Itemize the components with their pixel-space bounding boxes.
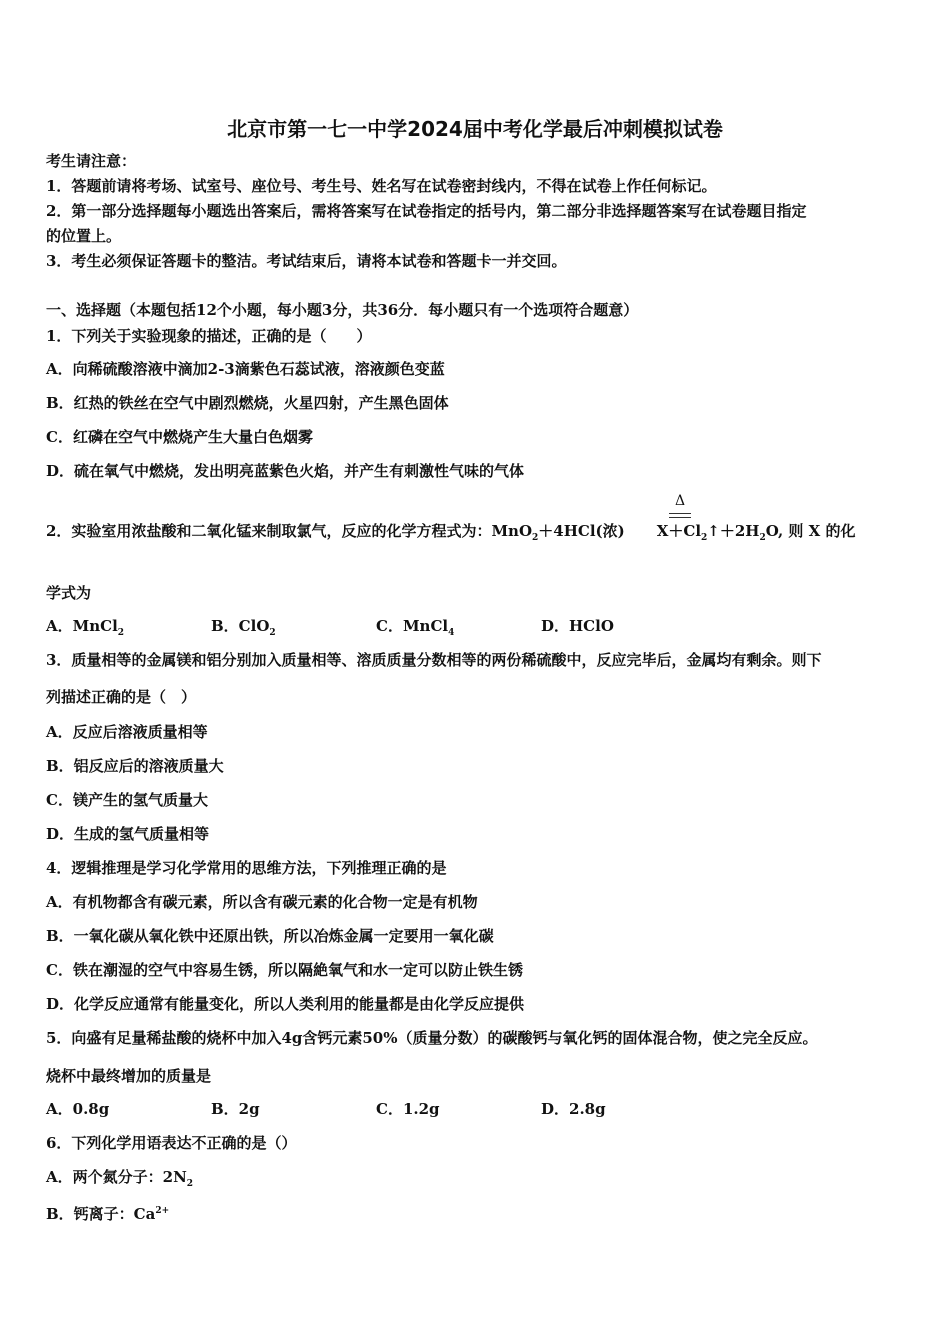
q3-option-a: A．反应后溶液质量相等 <box>46 723 208 741</box>
q1-option-a: A．向稀硫酸溶液中滴加2-3滴紫色石蕊试液，溶液颜色变蓝 <box>46 360 445 378</box>
q2-subscript: 2 <box>701 533 708 543</box>
q2-stem-part-5: O, 则 X 的化 <box>765 522 856 540</box>
q3-stem-line-1: 3．质量相等的金属镁和铝分别加入质量相等、溶质质量分数相等的两份稀硫酸中，反应完毕后，金属均有剩余。则下 <box>46 651 822 669</box>
q1-option-d: D．硫在氧气中燃烧，发出明亮蓝紫色火焰，并产生有刺激性气味的气体 <box>46 462 525 480</box>
q6-option-a: A．两个氮分子：$2N_2$ <box>46 1168 194 1189</box>
section-heading: 一、选择题（本题包括12个小题，每小题3分，共36分．每小题只有一个选项符合题意） <box>46 301 639 319</box>
page-title: 北京市第一七一中学2024届中考化学最后冲刺模拟试卷 <box>227 117 723 141</box>
q2-subscript: 2 <box>532 533 539 543</box>
q4-option-d: D．化学反应通常有能量变化，所以人类利用的能量都是由化学反应提供 <box>46 995 525 1013</box>
notice-item-2-line-1: 2．第一部分选择题每小题选出答案后，需将答案写在试卷指定的括号内，第二部分非选择题答案写在试卷题目指定 <box>46 202 807 220</box>
q5-option-b: B．2g <box>211 1100 260 1118</box>
q2-stem-part-3: X＋Cl <box>656 522 702 540</box>
q5-option-a: A．0.8g <box>46 1100 110 1118</box>
notice-item-2-line-2: 的位置上。 <box>46 227 122 245</box>
equals-bar-bottom <box>669 517 691 518</box>
q4-stem: 4．逻辑推理是学习化学常用的思维方法，下列推理正确的是 <box>46 859 447 877</box>
reaction-condition: Δ <box>674 493 686 509</box>
q5-option-d: D．2.8g <box>541 1100 606 1118</box>
q2-option-a: A．MnCl$_2$ <box>46 617 125 638</box>
q6-option-b: B．钙离子：$Ca^{2+}$ <box>46 1205 170 1223</box>
q5-option-c: C．1.2g <box>376 1100 440 1118</box>
q1-option-b: B．红热的铁丝在空气中剧烈燃烧，火星四射，产生黑色固体 <box>46 394 449 412</box>
q2-stem-part-1: 2．实验室用浓盐酸和二氧化锰来制取氯气，反应的化学方程式为：MnO <box>46 522 533 540</box>
notice-item-1: 1．答题前请将考场、试室号、座位号、考生号、姓名写在试卷密封线内，不得在试卷上作任何标记。 <box>46 177 717 195</box>
q3-option-b: B．铝反应后的溶液质量大 <box>46 757 224 775</box>
q5-options <box>46 1099 706 1119</box>
q2-option-d: D．HClO <box>541 617 614 635</box>
q2-option-b: B．ClO$_2$ <box>211 617 276 638</box>
q6-stem: 6．下列化学用语表达不正确的是（） <box>46 1134 297 1152</box>
q3-option-d: D．生成的氢气质量相等 <box>46 825 210 843</box>
q5-stem-line-2: 烧杯中最终增加的质量是 <box>46 1067 212 1085</box>
q3-stem-line-2: 列描述正确的是（ ） <box>46 688 197 706</box>
q4-option-a: A．有机物都含有碳元素，所以含有碳元素的化合物一定是有机物 <box>46 893 478 911</box>
q4-option-b: B．一氧化碳从氧化铁中还原出铁，所以冶炼金属一定要用一氧化碳 <box>46 927 494 945</box>
q2-options <box>46 616 706 643</box>
q2-stem-line-2: 学式为 <box>46 584 92 602</box>
q1-stem: 1．下列关于实验现象的描述，正确的是（ ） <box>46 327 372 345</box>
q2-stem-part-2: ＋4HCl(浓) <box>538 522 625 540</box>
q5-stem-line-1: 5．向盛有足量稀盐酸的烧杯中加入4g含钙元素50%（质量分数）的碳酸钙与氧化钙的固体混合物，使之完全反应。 <box>46 1029 818 1047</box>
q2-stem-part-4: ↑＋2H <box>707 522 760 540</box>
equals-bar-top <box>669 513 691 514</box>
notice-heading: 考生请注意： <box>46 152 137 170</box>
q4-option-c: C．铁在潮湿的空气中容易生锈，所以隔絶氧气和水一定可以防止铁生锈 <box>46 961 523 979</box>
q1-option-c: C．红磷在空气中燃烧产生大量白色烟雾 <box>46 428 313 446</box>
q2-stem <box>46 521 855 548</box>
q2-option-c: C．MnCl$_4$ <box>376 617 455 638</box>
q2-subscript: 2 <box>759 533 766 543</box>
q3-option-c: C．镁产生的氢气质量大 <box>46 791 208 809</box>
notice-item-3: 3．考生必须保证答题卡的整洁。考试结束后，请将本试卷和答题卡一并交回。 <box>46 252 567 270</box>
